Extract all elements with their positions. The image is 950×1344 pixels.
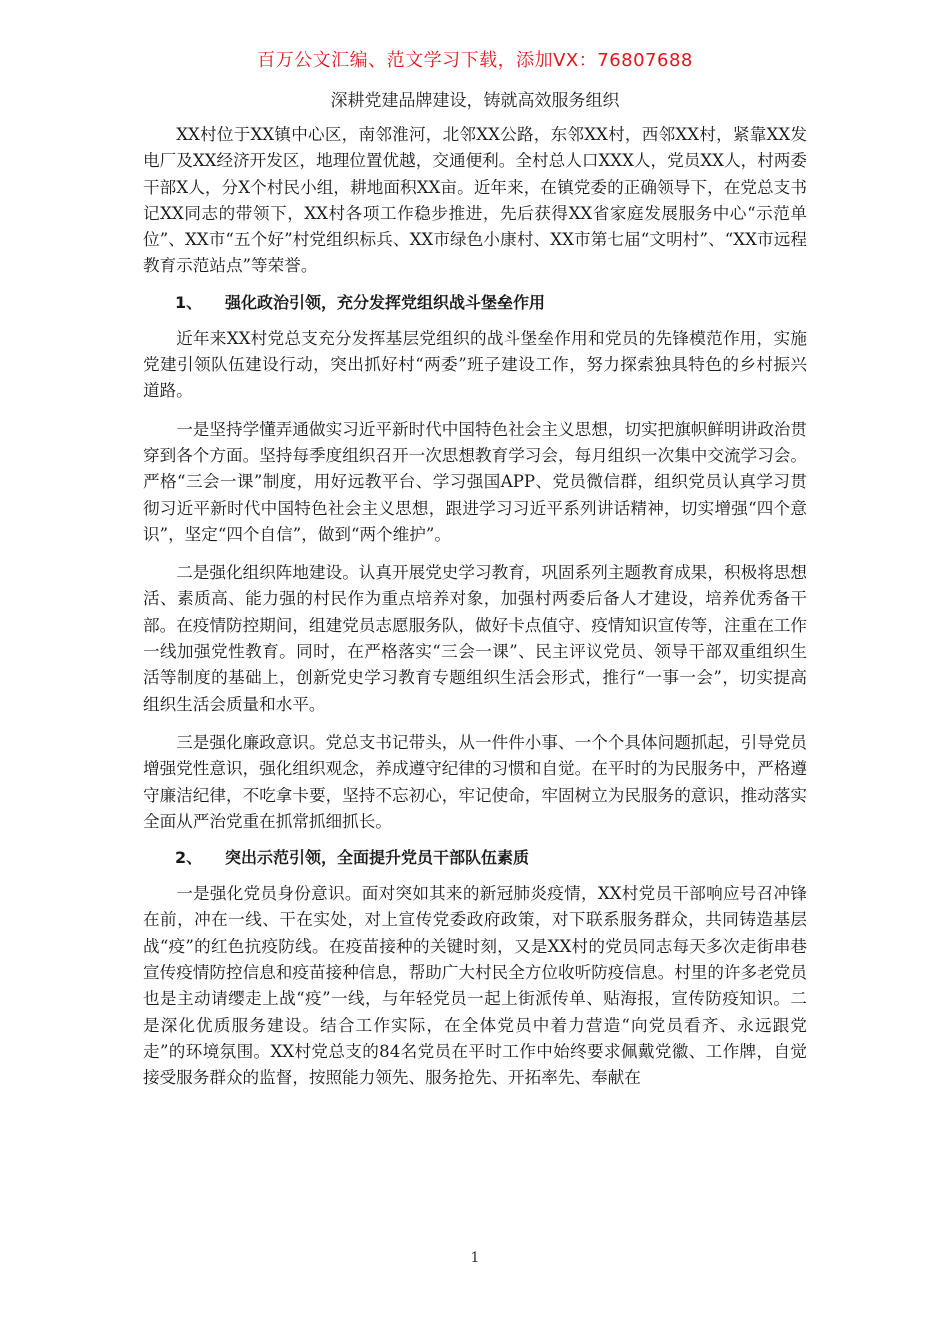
intro-paragraph: XX村位于XX镇中心区，南邻淮河，北邻XX公路，东邻XX村，西邻XX村，紧靠XX发电厂及XX经济开发区，地理位置优越，交通便利。全村总人口XXX人，党员XX人，村两委干部X人，分X个村民小组，耕地面积XX亩。近年来，在镇党委的正确领导下，在党总支书记XX同志的带领下，XX村各项工作稳步推进，先后获得XX省家庭发展服务中心“示范单位”、XX市“五个好”村党组织标兵、XX市绿色小康村、XX市第七届“文明村”、“XX市远程教育示范站点”等荣誉。 xyxy=(143,125,807,276)
page-number: 1 xyxy=(470,1250,480,1266)
section-2-number: 2、 xyxy=(175,848,203,868)
document-body xyxy=(143,122,807,1092)
section-2-heading-text: 突出示范引领，全面提升党员干部队伍素质 xyxy=(225,848,530,868)
section-1-paragraph-3: 二是强化组织阵地建设。认真开展党史学习教育，巩固系列主题教育成果，积极将思想活、素质高、能力强的村民作为重点培养对象，加强村两委后备人才建设，培养优秀备干部。在疫情防控期间，组建党员志愿服务队，做好卡点值守、疫情知识宣传等，注重在工作一线加强党性教育。同时，在严格落实“三会一课”、民主评议党员、领导干部双重组织生活等制度的基础上，创新党史学习教育专题组织生活会形式，推行“一事一会”，切实提高组织生活会质量和水平。 xyxy=(143,563,807,714)
promo-banner: 百万公文汇编、范文学习下载，添加VX：76807688 xyxy=(257,50,693,71)
section-2-heading xyxy=(143,845,807,871)
section-1-heading xyxy=(143,290,807,316)
section-1-paragraph-2: 一是坚持学懂弄通做实习近平新时代中国特色社会主义思想，切实把旗帜鲜明讲政治贯穿到各个方面。坚持每季度组织召开一次思想教育学习会，每月组织一次集中交流学习会。严格“三会一课”制度，用好远教平台、学习强国APP、党员微信群，组织党员认真学习贯彻习近平新时代中国特色社会主义思想，跟进学习习近平系列讲话精神，切实增强“四个意识”，坚定“四个自信”，做到“两个维护”。 xyxy=(143,419,807,544)
document-title: 深耕党建品牌建设，铸就高效服务组织 xyxy=(330,91,620,111)
section-1-paragraph-1: 近年来XX村党总支充分发挥基层党组织的战斗堡垒作用和党员的先锋模范作用，实施党建引领队伍建设行动，突出抓好村“两委”班子建设工作，努力探索独具特色的乡村振兴道路。 xyxy=(143,328,807,401)
section-2-paragraph-1: 一是强化党员身份意识。面对突如其来的新冠肺炎疫情，XX村党员干部响应号召冲锋在前，冲在一线、干在实处，对上宣传党委政府政策，对下联系服务群众，共同铸造基层战“疫”的红色抗疫防线。在疫苗接种的关键时刻，又是XX村的党员同志每天多次走街串巷宣传疫情防控信息和疫苗接种信息，帮助广大村民全方位收听防疫信息。村里的许多老党员也是主动请缨走上战“疫”一线，与年轻党员一起上街派传单、贴海报，宣传防疫知识。二是深化优质服务建设。结合工作实际，在全体党员中着力营造“向党员看齐、永远跟党走”的环境氛围。XX村党总支的84名党员在平时工作中始终要求佩戴党徽、工作牌，自觉接受服务群众的监督，按照能力领先、服务抢先、开拓率先、奉献在 xyxy=(143,884,807,1088)
section-1-number: 1、 xyxy=(175,292,203,312)
section-1-paragraph-4: 三是强化廉政意识。党总支书记带头，从一件件小事、一个个具体问题抓起，引导党员增强党性意识，强化组织观念，养成遵守纪律的习惯和自觉。在平时的为民服务中，严格遵守廉洁纪律，不吃拿卡要，坚持不忘初心，牢记使命，牢固树立为民服务的意识，推动落实全面从严治党重在抓常抓细抓长。 xyxy=(143,732,807,831)
section-1-heading-text: 强化政治引领，充分发挥党组织战斗堡垒作用 xyxy=(225,292,546,312)
